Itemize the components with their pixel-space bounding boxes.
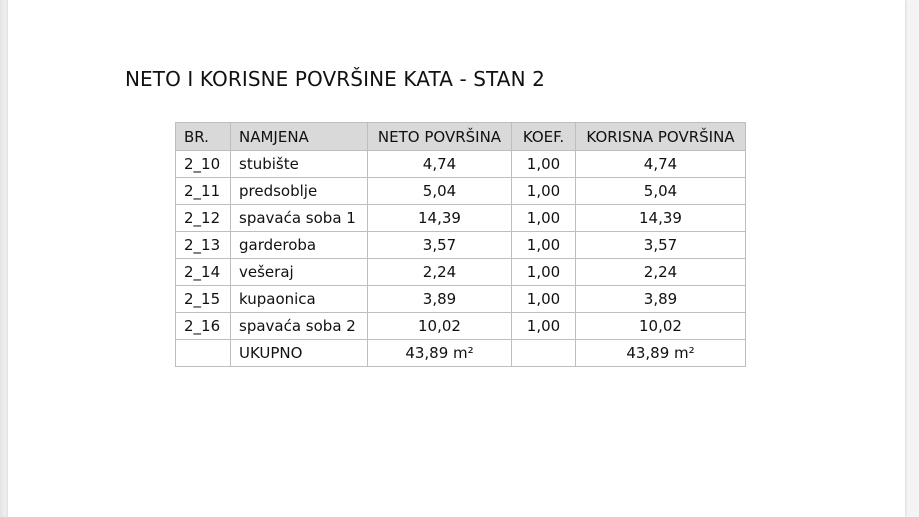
- cell-neto: 10,02: [368, 313, 512, 340]
- cell-neto-total: 43,89 m²: [368, 340, 512, 367]
- header-neto-povrsina: NETO POVRŠINA: [368, 123, 512, 151]
- header-koef: KOEF.: [512, 123, 576, 151]
- cell-koef: 1,00: [512, 313, 576, 340]
- cell-neto: 3,57: [368, 232, 512, 259]
- cell-korisna-total: 43,89 m²: [576, 340, 746, 367]
- cell-korisna: 10,02: [576, 313, 746, 340]
- table-row: [176, 259, 746, 286]
- cell-korisna: 14,39: [576, 205, 746, 232]
- cell-namjena: kupaonica: [231, 286, 368, 313]
- cell-neto: 3,89: [368, 286, 512, 313]
- area-table: [175, 122, 746, 367]
- cell-br: 2_11: [176, 178, 231, 205]
- header-br: BR.: [176, 123, 231, 151]
- cell-ukupno-label: UKUPNO: [231, 340, 368, 367]
- cell-korisna: 2,24: [576, 259, 746, 286]
- cell-namjena: stubište: [231, 151, 368, 178]
- table-row: [176, 313, 746, 340]
- cell-br: 2_15: [176, 286, 231, 313]
- cell-korisna: 3,57: [576, 232, 746, 259]
- cell-neto: 4,74: [368, 151, 512, 178]
- table-row: [176, 205, 746, 232]
- cell-koef: 1,00: [512, 205, 576, 232]
- cell-neto: 14,39: [368, 205, 512, 232]
- cell-namjena: garderoba: [231, 232, 368, 259]
- cell-korisna: 5,04: [576, 178, 746, 205]
- cell-namjena: spavaća soba 1: [231, 205, 368, 232]
- cell-koef: 1,00: [512, 178, 576, 205]
- cell-koef: 1,00: [512, 286, 576, 313]
- cell-namjena: predsoblje: [231, 178, 368, 205]
- cell-koef-total: [512, 340, 576, 367]
- cell-br-total: [176, 340, 231, 367]
- header-namjena: NAMJENA: [231, 123, 368, 151]
- cell-namjena: vešeraj: [231, 259, 368, 286]
- page-title: NETO I KORISNE POVRŠINE KATA - STAN 2: [125, 67, 545, 91]
- cell-namjena: spavaća soba 2: [231, 313, 368, 340]
- document-page: [8, 0, 905, 517]
- table-row: [176, 232, 746, 259]
- cell-br: 2_14: [176, 259, 231, 286]
- viewer-right-margin: [905, 0, 919, 517]
- viewer-left-edge: [0, 0, 7, 517]
- cell-koef: 1,00: [512, 151, 576, 178]
- cell-neto: 2,24: [368, 259, 512, 286]
- table-row: [176, 151, 746, 178]
- cell-koef: 1,00: [512, 232, 576, 259]
- table-row: [176, 286, 746, 313]
- header-korisna-povrsina: KORISNA POVRŠINA: [576, 123, 746, 151]
- cell-korisna: 4,74: [576, 151, 746, 178]
- cell-br: 2_16: [176, 313, 231, 340]
- table-total-row: [176, 340, 746, 367]
- table-row: [176, 178, 746, 205]
- cell-br: 2_10: [176, 151, 231, 178]
- cell-koef: 1,00: [512, 259, 576, 286]
- cell-neto: 5,04: [368, 178, 512, 205]
- cell-br: 2_12: [176, 205, 231, 232]
- cell-br: 2_13: [176, 232, 231, 259]
- table-header-row: [176, 123, 746, 151]
- cell-korisna: 3,89: [576, 286, 746, 313]
